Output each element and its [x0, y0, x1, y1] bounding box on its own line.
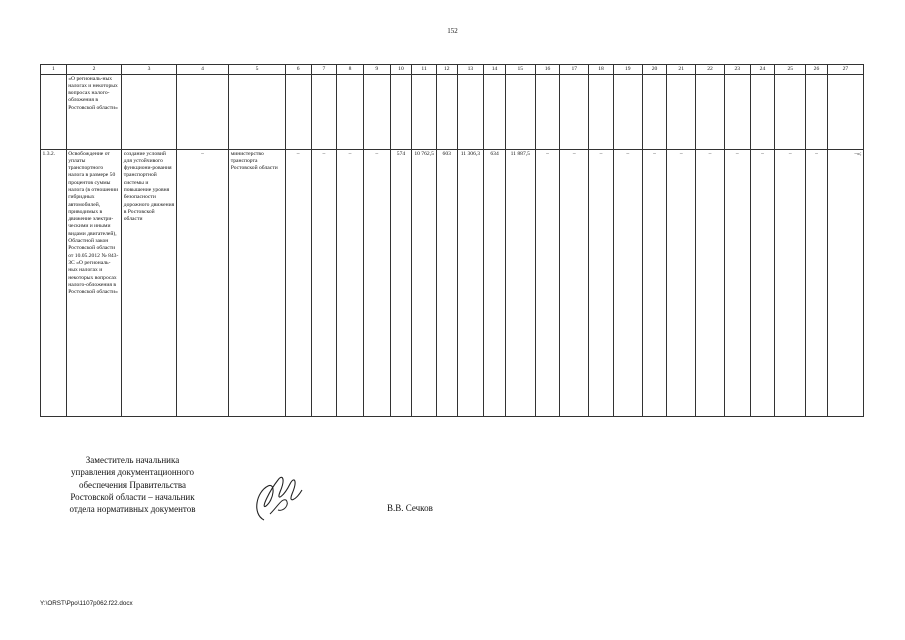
data-table: [40, 64, 864, 417]
table-cell: –: [176, 150, 228, 417]
table-cell: [750, 75, 775, 150]
column-header: 19: [613, 65, 642, 75]
table-cell: [337, 75, 364, 150]
table-cell: [176, 75, 228, 150]
table-cell: –: [806, 150, 828, 417]
signer-name: В.В. Сечков: [387, 503, 433, 513]
table-row-continuation: [41, 75, 864, 150]
table-cell: 574: [390, 150, 412, 417]
table-cell: [436, 75, 457, 150]
column-header: 1: [41, 65, 67, 75]
table-cell: [642, 75, 667, 150]
table-cell: –: [285, 150, 311, 417]
page-number: 152: [447, 27, 458, 35]
table-cell: [613, 75, 642, 150]
table-cell: [285, 75, 311, 150]
table-cell: [41, 75, 67, 150]
handwritten-signature: [248, 470, 306, 522]
column-header: 22: [696, 65, 725, 75]
column-header: 23: [724, 65, 750, 75]
table-cell: 634: [484, 150, 506, 417]
column-header: 15: [505, 65, 535, 75]
column-header: 18: [589, 65, 614, 75]
table-cell: 11 887,5: [505, 150, 535, 417]
table-cell: [696, 75, 725, 150]
column-header: 6: [285, 65, 311, 75]
column-header: 9: [363, 65, 390, 75]
table-cell: [484, 75, 506, 150]
table-cell: [363, 75, 390, 150]
table-cell: –: [535, 150, 560, 417]
column-header: 20: [642, 65, 667, 75]
table-cell: [589, 75, 614, 150]
table-cell: 10 762,5: [412, 150, 437, 417]
table-cell: [775, 75, 806, 150]
table-cell-name: «О региональ-ных налогах и некоторых вопросах налого-обложения в Ростовской области»: [66, 75, 122, 150]
table-cell: –: [642, 150, 667, 417]
table-cell: –: [724, 150, 750, 417]
table-cell: –: [696, 150, 725, 417]
table-cell: –: [363, 150, 390, 417]
table-cell: –: [667, 150, 696, 417]
table-cell: –: [589, 150, 614, 417]
table-row: [41, 150, 864, 417]
table-cell: [457, 75, 484, 150]
table-cell: [311, 75, 337, 150]
column-header: 11: [412, 65, 437, 75]
table-cell-number: 1.3.2.: [41, 150, 67, 417]
table-cell: –: [613, 150, 642, 417]
table-cell: –»;: [827, 150, 863, 417]
signatory-title-line: обеспечения Правительства: [79, 479, 186, 490]
column-header: 17: [560, 65, 589, 75]
column-header: 8: [337, 65, 364, 75]
column-header: 21: [667, 65, 696, 75]
table-cell: [724, 75, 750, 150]
signatory-title-line: управления документационного: [71, 467, 194, 478]
table-cell: –: [750, 150, 775, 417]
column-header: 10: [390, 65, 412, 75]
table-cell: [667, 75, 696, 150]
column-header: 14: [484, 65, 506, 75]
signatory-title: [40, 454, 225, 515]
table-cell-name: Освобождение от уплаты транспортного налога в размере 50 процентов суммы налога (в отношении гибридных автомобилей, приводимых в движение электри-ческими и иными видами двигателей), Областной закон Ростовской области от 10.05.2012 № 843-ЗС «О региональ-ных налогах и некоторых вопросах налого-обложения в Ростовской области»: [66, 150, 122, 417]
column-header: 7: [311, 65, 337, 75]
column-header: 24: [750, 65, 775, 75]
column-header: 27: [827, 65, 863, 75]
table-cell: –: [775, 150, 806, 417]
signatory-title-line: Ростовской области – начальник: [70, 491, 195, 502]
signatory-title-line: Заместитель начальника: [85, 455, 180, 465]
column-header: 26: [806, 65, 828, 75]
table-cell: [827, 75, 863, 150]
table-cell: [390, 75, 412, 150]
table-cell: [535, 75, 560, 150]
column-header: 12: [436, 65, 457, 75]
header-row: [41, 65, 864, 75]
file-path: Y:\ORST\Ppo\1107p062.f22.docx: [40, 600, 133, 607]
column-header: 4: [176, 65, 228, 75]
table-cell: [229, 75, 286, 150]
table-cell: 603: [436, 150, 457, 417]
table-cell: [560, 75, 589, 150]
column-header: 16: [535, 65, 560, 75]
column-header: 13: [457, 65, 484, 75]
table-cell: [806, 75, 828, 150]
column-header: 2: [66, 65, 122, 75]
column-header: 5: [229, 65, 286, 75]
table-cell-curator: министерство транспорта Ростовской области: [229, 150, 286, 417]
table-cell: [122, 75, 177, 150]
table-cell: –: [311, 150, 337, 417]
table-cell: [505, 75, 535, 150]
table-cell: –: [337, 150, 364, 417]
table-cell: [412, 75, 437, 150]
table-cell: 11 306,3: [457, 150, 484, 417]
table-cell: –: [560, 150, 589, 417]
table-cell-goal: создание условий для устойчивого функциони-рования транспортной системы и повышение уровня безопасности дорожного движения в Ростовской области: [122, 150, 177, 417]
column-header: 25: [775, 65, 806, 75]
signatory-title-line: отдела нормативных документов: [69, 504, 196, 515]
column-header: 3: [122, 65, 177, 75]
